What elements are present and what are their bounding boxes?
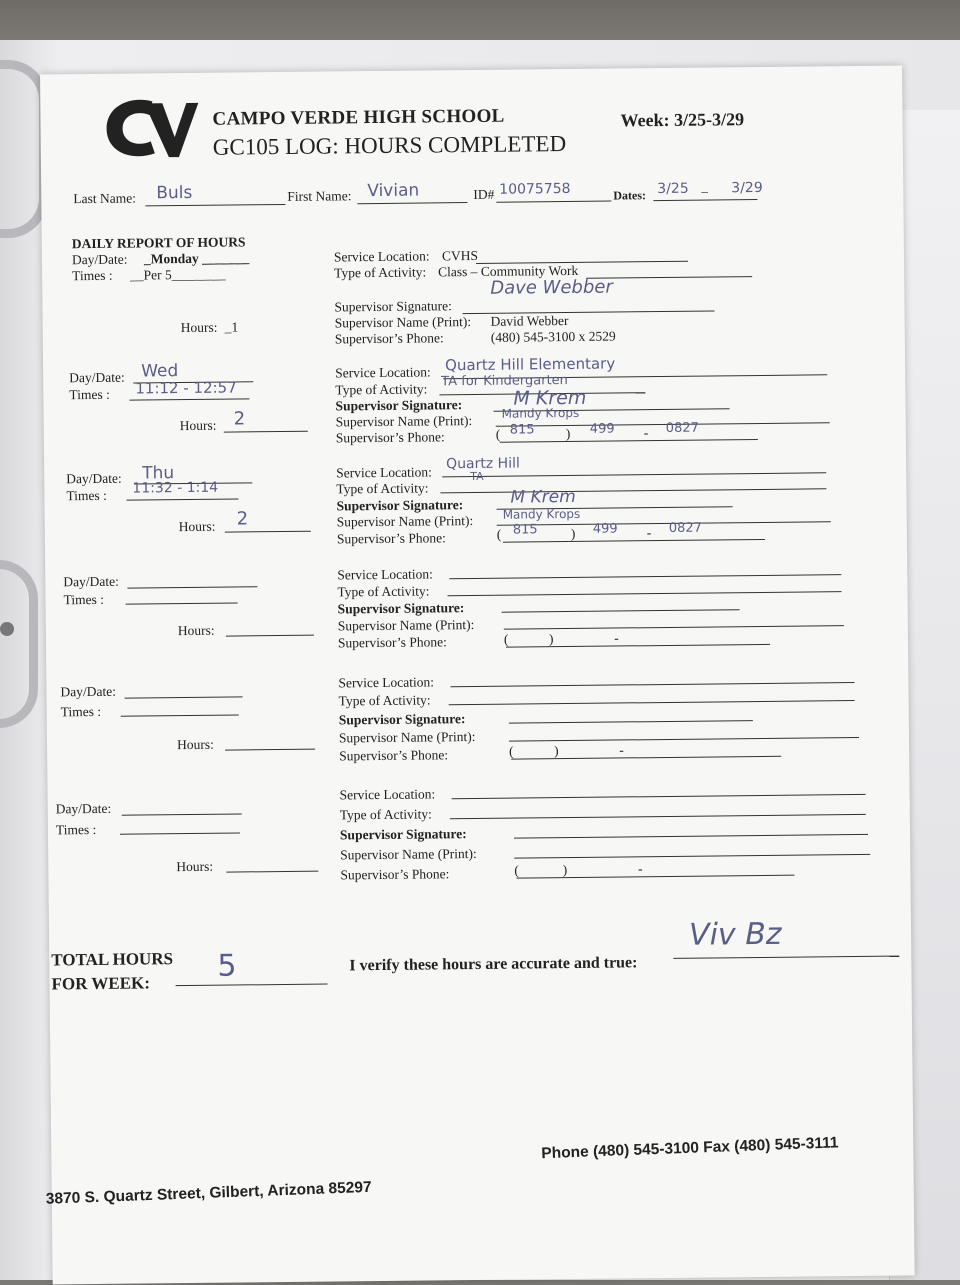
entry-6-location-label: Service Location: [339, 786, 436, 803]
entry-1-location-value[interactable]: CVHS [441, 247, 479, 264]
entry-3-name-value[interactable]: Mandy Krops [502, 506, 581, 522]
entry-6-phone-label: Supervisor’s Phone: [340, 866, 450, 883]
dates-label: Dates: [613, 188, 647, 203]
entry-2-phone-label: Supervisor’s Phone: [335, 429, 445, 446]
school-logo [100, 93, 201, 164]
entry-1-location-label: Service Location: [333, 248, 430, 265]
last-name-value[interactable]: Buls [156, 182, 193, 204]
entry-2-phone-line[interactable]: 0827 [665, 420, 699, 436]
entry-1-signature-label: Supervisor Signature: [334, 298, 452, 315]
entry-6-day-label: Day/Date: [55, 800, 112, 817]
first-name-label: First Name: [287, 188, 352, 204]
entry-5-signature-label: Supervisor Signature: [338, 711, 466, 728]
entry-6-activity-label: Type of Activity: [339, 806, 432, 823]
id-label: ID# [473, 186, 495, 202]
entry-3-day-value[interactable]: Thu [142, 463, 175, 484]
entry-3-location-value[interactable]: Quartz Hill [446, 455, 520, 473]
date-separator: – [701, 183, 708, 199]
entry-5-phone-parens: ( ) - [509, 742, 624, 759]
entry-2-name-value[interactable]: Mandy Krops [501, 405, 580, 421]
entry-5-hours-field[interactable] [225, 749, 315, 751]
id-value[interactable]: 10075758 [499, 180, 571, 198]
entry-3-signature[interactable]: M Krem [510, 486, 576, 508]
binder-ring-middle [0, 560, 38, 728]
entry-2-hours-label: Hours: [179, 417, 217, 434]
entry-6-location-field[interactable] [452, 794, 866, 799]
entry-4-day-label: Day/Date: [63, 573, 119, 590]
entry-3-phone-area[interactable]: 815 [512, 522, 538, 538]
entry-4-day-field[interactable] [127, 586, 257, 588]
entry-1-activity-value[interactable]: Class – Community Work [438, 262, 579, 280]
entry-3-hours-value[interactable]: 2 [236, 508, 249, 530]
week-range [620, 109, 744, 131]
entry-4-times-field[interactable] [126, 602, 238, 604]
entry-1-day-value[interactable]: _Monday _______ [143, 250, 250, 267]
entry-2-activity-label: Type of Activity: [335, 381, 428, 398]
entry-3-phone-dash: - [646, 525, 652, 541]
entry-2-day-label: Day/Date: [69, 369, 125, 386]
entry-4-name-field[interactable] [504, 625, 844, 630]
entry-3-location-label: Service Location: [336, 464, 432, 481]
binder-hole [0, 622, 14, 636]
entry-2-day-value[interactable]: Wed [141, 361, 179, 382]
entry-2-times-value[interactable]: 11:12 - 12:57 [135, 378, 237, 398]
entry-2-hours-value[interactable]: 2 [233, 408, 246, 430]
entry-5-day-label: Day/Date: [60, 683, 117, 700]
first-name-value[interactable]: Vivian [367, 180, 420, 202]
entry-1-signature[interactable]: Dave Webber [490, 276, 613, 299]
entry-3-phone-label: Supervisor’s Phone: [336, 530, 446, 547]
entry-5-activity-field[interactable] [449, 700, 855, 705]
entry-6-phone-parens: ( ) - [514, 861, 643, 878]
entry-4-signature-field[interactable] [502, 609, 740, 612]
entry-2-phone-paren: ( [495, 426, 501, 442]
entry-6-signature-label: Supervisor Signature: [339, 826, 467, 843]
entry-2-times-label: Times : [69, 386, 110, 403]
entry-6-activity-field[interactable] [450, 814, 866, 819]
entry-6-hours-label: Hours: [176, 858, 214, 875]
daily-report-heading: DAILY REPORT OF HOURS [71, 234, 246, 252]
entry-6-times-field[interactable] [120, 832, 240, 834]
entry-3-phone-line[interactable]: 0827 [668, 520, 702, 536]
entry-5-activity-label: Type of Activity: [338, 692, 431, 709]
entry-1-name-value[interactable]: David Webber [490, 312, 569, 329]
entry-5-day-field[interactable] [125, 696, 243, 698]
entry-1-activity-label: Type of Activity: [334, 264, 427, 281]
entry-4-activity-label: Type of Activity: [337, 583, 430, 600]
entry-1-phone-label: Supervisor’s Phone: [334, 330, 444, 347]
entry-4-location-field[interactable] [449, 574, 841, 579]
entry-2-signature-label: Supervisor Signature: [335, 397, 463, 414]
entry-3-day-label: Day/Date: [66, 470, 122, 487]
entry-2-location-label: Service Location: [335, 364, 431, 381]
entry-3-name-label: Supervisor Name (Print): [336, 513, 474, 530]
entry-4-times-label: Times : [63, 591, 105, 608]
logo-text: CV [150, 133, 153, 135]
entry-4-phone-label: Supervisor’s Phone: [337, 634, 447, 651]
total-hours-label-2: FOR WEEK: [51, 973, 151, 994]
footer-phone-fax: Phone (480) 545-3100 Fax (480) 545-3111 [541, 1134, 839, 1163]
entry-3-times-label: Times : [66, 487, 107, 504]
week-value: 3/25-3/29 [673, 109, 745, 130]
entry-1-times-label: Times : [72, 267, 113, 284]
entry-5-name-label: Supervisor Name (Print): [338, 728, 476, 746]
verify-label: I verify these hours are accurate and true: [349, 954, 638, 975]
entry-2-name-label: Supervisor Name (Print): [335, 413, 473, 430]
date-to[interactable]: 3/29 [731, 179, 763, 197]
entry-5-times-field[interactable] [121, 714, 239, 716]
school-name: CAMPO VERDE HIGH SCHOOL [212, 105, 505, 130]
entry-1-phone-value[interactable]: (480) 545-3100 x 2529 [490, 328, 616, 345]
entry-3-phone-prefix[interactable]: 499 [592, 521, 618, 537]
entry-2-phone-paren-close: ) [565, 425, 571, 442]
entry-4-phone-parens: ( ) - [503, 630, 619, 647]
total-hours-value[interactable]: 5 [217, 948, 237, 984]
entry-5-hours-label: Hours: [176, 736, 214, 753]
entry-6-times-label: Times : [55, 821, 97, 838]
entry-4-location-label: Service Location: [337, 566, 433, 583]
entry-3-activity-value[interactable]: TA [470, 469, 484, 484]
entry-4-hours-label: Hours: [177, 622, 215, 639]
entry-3-activity-label: Type of Activity: [336, 480, 429, 497]
log-title: GC105 LOG: HOURS COMPLETED [212, 131, 567, 160]
entry-5-location-field[interactable] [450, 682, 854, 687]
entry-4-hours-field[interactable] [226, 635, 314, 637]
entry-6-signature-field[interactable] [514, 834, 868, 839]
entry-3-times-value[interactable]: 11:32 - 1:14 [132, 479, 219, 497]
entry-4-signature-label: Supervisor Signature: [337, 600, 465, 617]
entry-2-location-value[interactable]: Quartz Hill Elementary [444, 354, 616, 375]
entry-1-hours-label: Hours: [180, 319, 218, 336]
entry-1-name-label: Supervisor Name (Print): [334, 314, 472, 331]
entry-3-phone-paren: ( [496, 526, 502, 542]
entry-4-activity-field[interactable] [447, 591, 841, 596]
footer-address: 3870 S. Quartz Street, Gilbert, Arizona 85297 [45, 1178, 372, 1208]
week-label: Week: [620, 109, 670, 131]
entry-1-times-value[interactable]: __Per 5________ [130, 266, 226, 283]
entry-2-phone-prefix[interactable]: 499 [589, 421, 615, 437]
entry-3-signature-label: Supervisor Signature: [336, 497, 464, 514]
entry-5-location-label: Service Location: [338, 674, 435, 691]
entry-2-phone-area[interactable]: 815 [509, 422, 535, 438]
entry-6-day-field[interactable] [122, 813, 242, 815]
entry-6-hours-field[interactable] [226, 871, 318, 873]
entry-2-activity-value[interactable]: TA for Kindergarten [441, 373, 568, 390]
entry-5-signature-field[interactable] [509, 720, 753, 724]
log-sheet [40, 65, 915, 1284]
entry-5-times-label: Times : [60, 703, 102, 720]
entry-1-hours-value[interactable]: _1 [224, 319, 239, 335]
entry-6-name-field[interactable] [514, 854, 870, 859]
entry-3-phone-paren-close: ) [570, 525, 576, 541]
entry-3-hours-label: Hours: [178, 518, 216, 535]
total-hours-label-1: TOTAL HOURS [51, 949, 174, 970]
entry-4-name-label: Supervisor Name (Print): [337, 616, 475, 634]
student-signature[interactable]: Viv Bz [688, 916, 782, 953]
entry-6-name-label: Supervisor Name (Print): [340, 845, 477, 863]
entry-2-signature[interactable]: M Krem [513, 386, 587, 410]
entry-2-phone-dash: - [643, 425, 649, 441]
date-from[interactable]: 3/25 [657, 180, 689, 198]
entry-5-name-field[interactable] [509, 737, 859, 742]
entry-5-phone-label: Supervisor’s Phone: [339, 747, 449, 764]
entry-1-day-label: Day/Date: [71, 251, 128, 268]
last-name-label: Last Name: [73, 190, 137, 207]
